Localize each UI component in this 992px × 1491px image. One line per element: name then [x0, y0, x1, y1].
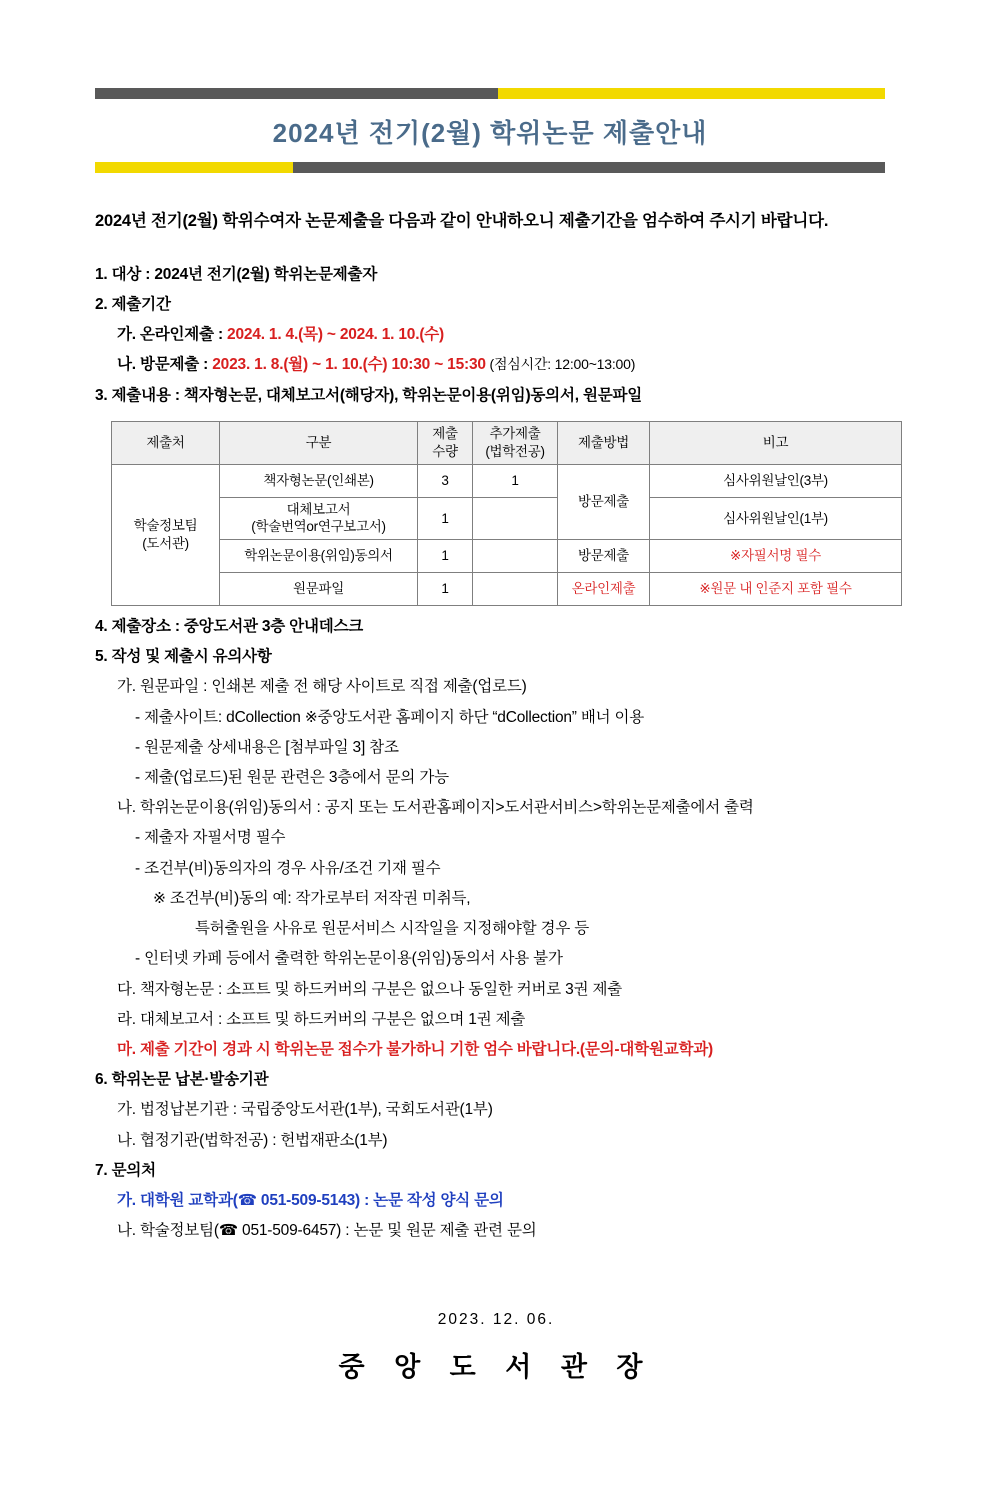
table-cell-qty: 1	[418, 572, 473, 605]
phone-icon-library-team: ☎ 051-509-6457) : 논문 및 원문 제출 관련 문의	[218, 1222, 537, 1240]
table-cell-type: 원문파일	[220, 572, 418, 605]
section-2a-online	[95, 320, 897, 350]
section-5a-2: - 원문제출 상세내용은 [첨부파일 3] 참조	[135, 738, 399, 756]
table-cell-type	[220, 497, 418, 539]
section-2b-value: 2023. 1. 8.(월) ~ 1. 10.(수) 10:30 ~ 15:30	[212, 356, 486, 374]
section-5b-5: - 인터넷 카페 등에서 출력한 학위논문이용(위임)동의서 사용 불가	[135, 950, 563, 968]
page-title: 2024년 전기(2월) 학위논문 제출안내	[272, 118, 708, 148]
section-5e	[95, 1035, 897, 1065]
table-header-qty-line2: 수량	[432, 443, 458, 459]
table-cell-remark: ※원문 내 인준지 포함 필수	[650, 572, 902, 605]
section-5b-4: 특허출원을 사유로 원문서비스 시작일을 지정해야할 경우 등	[195, 920, 589, 938]
section-7-contact: 7. 문의처	[95, 1161, 156, 1179]
table-row	[112, 539, 902, 572]
section-7b	[95, 1216, 897, 1246]
table-header-place: 제출처	[112, 421, 220, 464]
table-header-qty	[418, 421, 473, 464]
table-row	[112, 464, 902, 497]
table-header-method: 제출방법	[558, 421, 650, 464]
section-5b-1: - 제출자 자필서명 필수	[135, 829, 286, 847]
banner-bar-gray-segment	[293, 162, 886, 173]
section-4-place: 4. 제출장소 : 중앙도서관 3층 안내데스크	[95, 617, 364, 635]
notice-body	[95, 260, 897, 1247]
header-banner	[95, 88, 885, 173]
section-6a: 가. 법정납본기관 : 국립중앙도서관(1부), 국회도서관(1부)	[117, 1101, 493, 1119]
table-header-qty-line1: 제출	[432, 426, 458, 442]
section-5d: 라. 대체보고서 : 소프트 및 하드커버의 구분은 없으며 1권 제출	[117, 1010, 526, 1028]
section-5c: 다. 책자형논문 : 소프트 및 하드커버의 구분은 없으나 동일한 커버로 3권 제출	[117, 980, 622, 998]
table-cell-type: 책자형논문(인쇄본)	[220, 464, 418, 497]
section-5-notes: 5. 작성 및 제출시 유의사항	[95, 648, 272, 666]
section-7a	[95, 1186, 897, 1216]
footer-signature: 중 앙 도 서 관 장	[338, 1351, 654, 1382]
banner-bar-yellow-segment	[498, 88, 885, 99]
document-footer	[95, 1311, 897, 1384]
table-cell-qty: 3	[418, 464, 473, 497]
section-7a-label: 가. 대학원 교학과(	[117, 1192, 238, 1210]
table-row	[112, 572, 902, 605]
table-cell-extra	[473, 497, 558, 539]
banner-bar-yellow-segment	[95, 162, 293, 173]
table-cell-remark: 심사위원날인(3부)	[650, 464, 902, 497]
section-5e-text: 마. 제출 기간이 경과 시 학위논문 접수가 불가하니 기한 엄수 바랍니다.(문의-대학원교학과)	[117, 1041, 713, 1058]
section-7b-label: 나. 학술정보팀(	[117, 1222, 219, 1240]
section-2b-visit	[95, 350, 897, 380]
section-5b-3: ※ 조건부(비)동의 예: 작가로부터 저작권 미취득,	[153, 889, 471, 907]
table-cell-method: 방문제출	[558, 464, 650, 539]
table-cell-place-line1: 학술정보팀	[133, 518, 198, 534]
table-cell-extra	[473, 539, 558, 572]
document-page	[0, 88, 992, 1491]
table-cell-type-line2: (학술번역or연구보고서)	[251, 519, 386, 535]
table-cell-qty: 1	[418, 497, 473, 539]
section-2a-value: 2024. 1. 4.(목) ~ 2024. 1. 10.(수)	[227, 326, 445, 344]
section-2b-label: 나. 방문제출 :	[117, 356, 213, 374]
table-cell-extra: 1	[473, 464, 558, 497]
banner-bottom-bar	[95, 162, 885, 173]
banner-top-bar	[95, 88, 885, 99]
section-3-contents: 3. 제출내용 : 책자형논문, 대체보고서(해당자), 학위논문이용(위임)동의서, 원문파일	[95, 386, 643, 404]
section-5a: 가. 원문파일 : 인쇄본 제출 전 해당 사이트로 직접 제출(업로드)	[117, 678, 527, 696]
section-6-deposit: 6. 학위논문 납본·발송기관	[95, 1071, 269, 1089]
table-header-type: 구분	[220, 421, 418, 464]
section-2b-note: (점심시간: 12:00~13:00)	[485, 356, 636, 373]
footer-date: 2023. 12. 06.	[437, 1310, 555, 1328]
section-5b: 나. 학위논문이용(위임)동의서 : 공지 또는 도서관홈페이지>도서관서비스>학위논문제출에서 출력	[117, 799, 754, 817]
table-header-extra-line1: 추가제출	[489, 426, 541, 442]
section-5a-1: - 제출사이트: dCollection ※중앙도서관 홈페이지 하단 “dCollection” 배너 이용	[135, 708, 645, 726]
table-row	[112, 497, 902, 539]
table-cell-place-line2: (도서관)	[142, 535, 189, 551]
table-cell-qty: 1	[418, 539, 473, 572]
phone-icon-graduate-office: ☎ 051-509-5143) : 논문 작성 양식 문의	[237, 1192, 504, 1210]
table-cell-remark: ※자필서명 필수	[650, 539, 902, 572]
submission-table	[111, 421, 902, 606]
section-2a-label: 가. 온라인제출 :	[117, 326, 228, 344]
table-cell-place	[112, 464, 220, 605]
intro-paragraph: 2024년 전기(2월) 학위수여자 논문제출을 다음과 같이 안내하오니 제출기간을 엄수하여 주시기 바랍니다.	[95, 212, 829, 230]
table-cell-method: 온라인제출	[558, 572, 650, 605]
section-5b-2: - 조건부(비)동의자의 경우 사유/조건 기재 필수	[135, 859, 441, 877]
table-header-extra-line2: (법학전공)	[485, 443, 545, 459]
table-header-extra	[473, 421, 558, 464]
table-cell-extra	[473, 572, 558, 605]
section-5a-3: - 제출(업로드)된 원문 관련은 3층에서 문의 가능	[135, 769, 449, 787]
section-1-target: 1. 대상 : 2024년 전기(2월) 학위논문제출자	[95, 265, 378, 283]
table-cell-remark: 심사위원날인(1부)	[650, 497, 902, 539]
table-header-row	[112, 421, 902, 464]
section-2-period: 2. 제출기간	[95, 295, 171, 313]
table-cell-type: 학위논문이용(위임)동의서	[220, 539, 418, 572]
table-header-remark: 비고	[650, 421, 902, 464]
section-6b: 나. 협정기관(법학전공) : 헌법재판소(1부)	[117, 1131, 388, 1149]
banner-bar-gray-segment	[95, 88, 498, 99]
table-cell-type-line1: 대체보고서	[286, 501, 351, 517]
table-cell-method: 방문제출	[558, 539, 650, 572]
